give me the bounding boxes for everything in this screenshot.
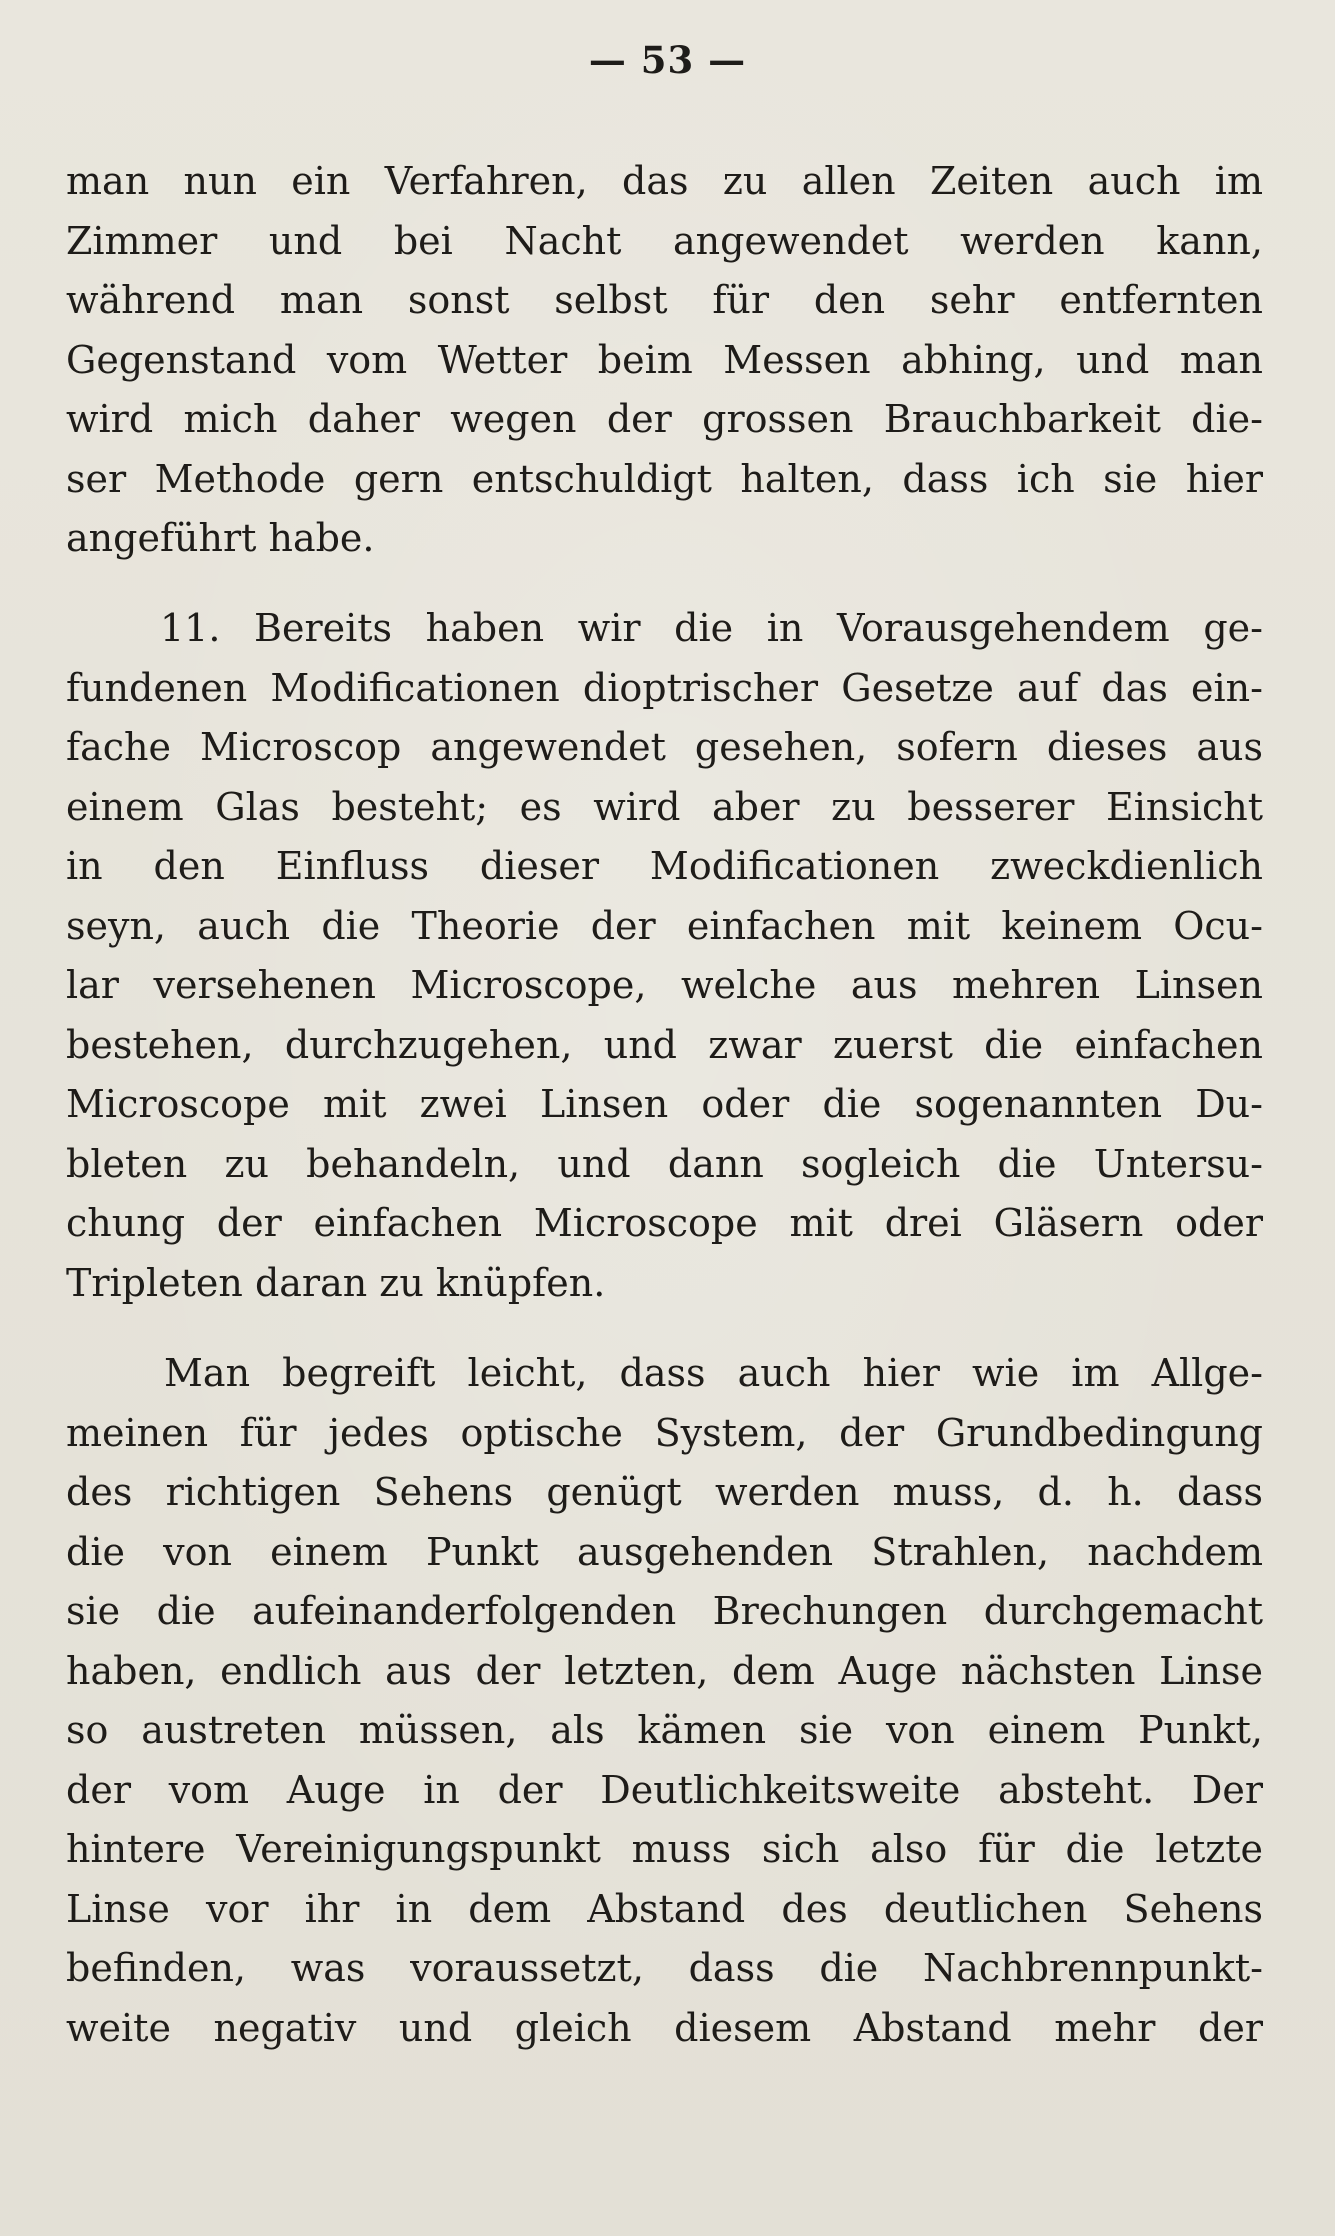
text-line: Tripleten daran zu knüpfen.: [66, 1260, 606, 1305]
text-line: wird mich daher wegen der grossen Brauchbarkeit die-: [66, 397, 1263, 441]
text-line: sie die aufeinanderfolgenden Brechungen durchgemacht: [66, 1589, 1263, 1633]
text-line: Microscope mit zwei Linsen oder die sogenannten Du-: [66, 1082, 1263, 1126]
text-line: während man sonst selbst für den sehr entfernten: [66, 278, 1263, 322]
text-line: befinden, was voraussetzt, dass die Nachbrennpunkt-: [66, 1946, 1263, 1990]
text-line: die von einem Punkt ausgehenden Strahlen, nachdem: [66, 1529, 1263, 1574]
text-line: in den Einfluss dieser Modificationen zweckdienlich: [66, 844, 1263, 888]
text-line: seyn, auch die Theorie der einfachen mit keinem Ocu-: [66, 903, 1263, 948]
text-line: fache Microscop angewendet gesehen, sofern dieses aus: [66, 725, 1263, 769]
text-line: der vom Auge in der Deutlichkeitsweite absteht. Der: [66, 1767, 1263, 1812]
text-line: haben, endlich aus der letzten, dem Auge nächsten Linse: [66, 1648, 1263, 1693]
text-line: des richtigen Sehens genügt werden muss, d. h. dass: [66, 1470, 1263, 1514]
text-line: Man begreift leicht, dass auch hier wie im Allge-: [164, 1351, 1263, 1395]
text-line: fundenen Modificationen dioptrischer Gesetze auf das ein-: [66, 665, 1263, 710]
text-line: einem Glas besteht; es wird aber zu besserer Einsicht: [66, 784, 1263, 829]
text-line: hintere Vereinigungspunkt muss sich also für die letzte: [66, 1827, 1263, 1871]
text-line: ser Methode gern entschuldigt halten, dass ich sie hier: [66, 456, 1263, 501]
text-line: Zimmer und bei Nacht angewendet werden kann,: [66, 218, 1263, 263]
page-number: — 53 —: [588, 38, 747, 82]
text-line: Gegenstand vom Wetter beim Messen abhing, und man: [66, 337, 1263, 382]
text-line: bestehen, durchzugehen, und zwar zuerst die einfachen: [66, 1022, 1263, 1067]
text-line: 11. Bereits haben wir die in Vorausgehendem ge-: [160, 606, 1263, 650]
text-line: man nun ein Verfahren, das zu allen Zeiten auch im: [66, 159, 1263, 203]
text-line: weite negativ und gleich diesem Abstand mehr der: [66, 2005, 1263, 2050]
text-line: chung der einfachen Microscope mit drei Gläsern oder: [66, 1201, 1263, 1245]
text-line: Linse vor ihr in dem Abstand des deutlichen Sehens: [66, 1886, 1263, 1931]
text-line: bleten zu behandeln, und dann sogleich die Untersu-: [66, 1141, 1263, 1186]
paragraph-2: [66, 599, 1263, 1313]
paragraph-3: [66, 1344, 1263, 2058]
text-line: angeführt habe.: [66, 516, 375, 560]
text-line: so austreten müssen, als kämen sie von einem Punkt,: [66, 1708, 1263, 1752]
text-line: meinen für jedes optische System, der Grundbedingung: [66, 1410, 1263, 1455]
paragraph-1: [66, 152, 1263, 569]
text-line: lar versehenen Microscope, welche aus mehren Linsen: [66, 963, 1263, 1007]
